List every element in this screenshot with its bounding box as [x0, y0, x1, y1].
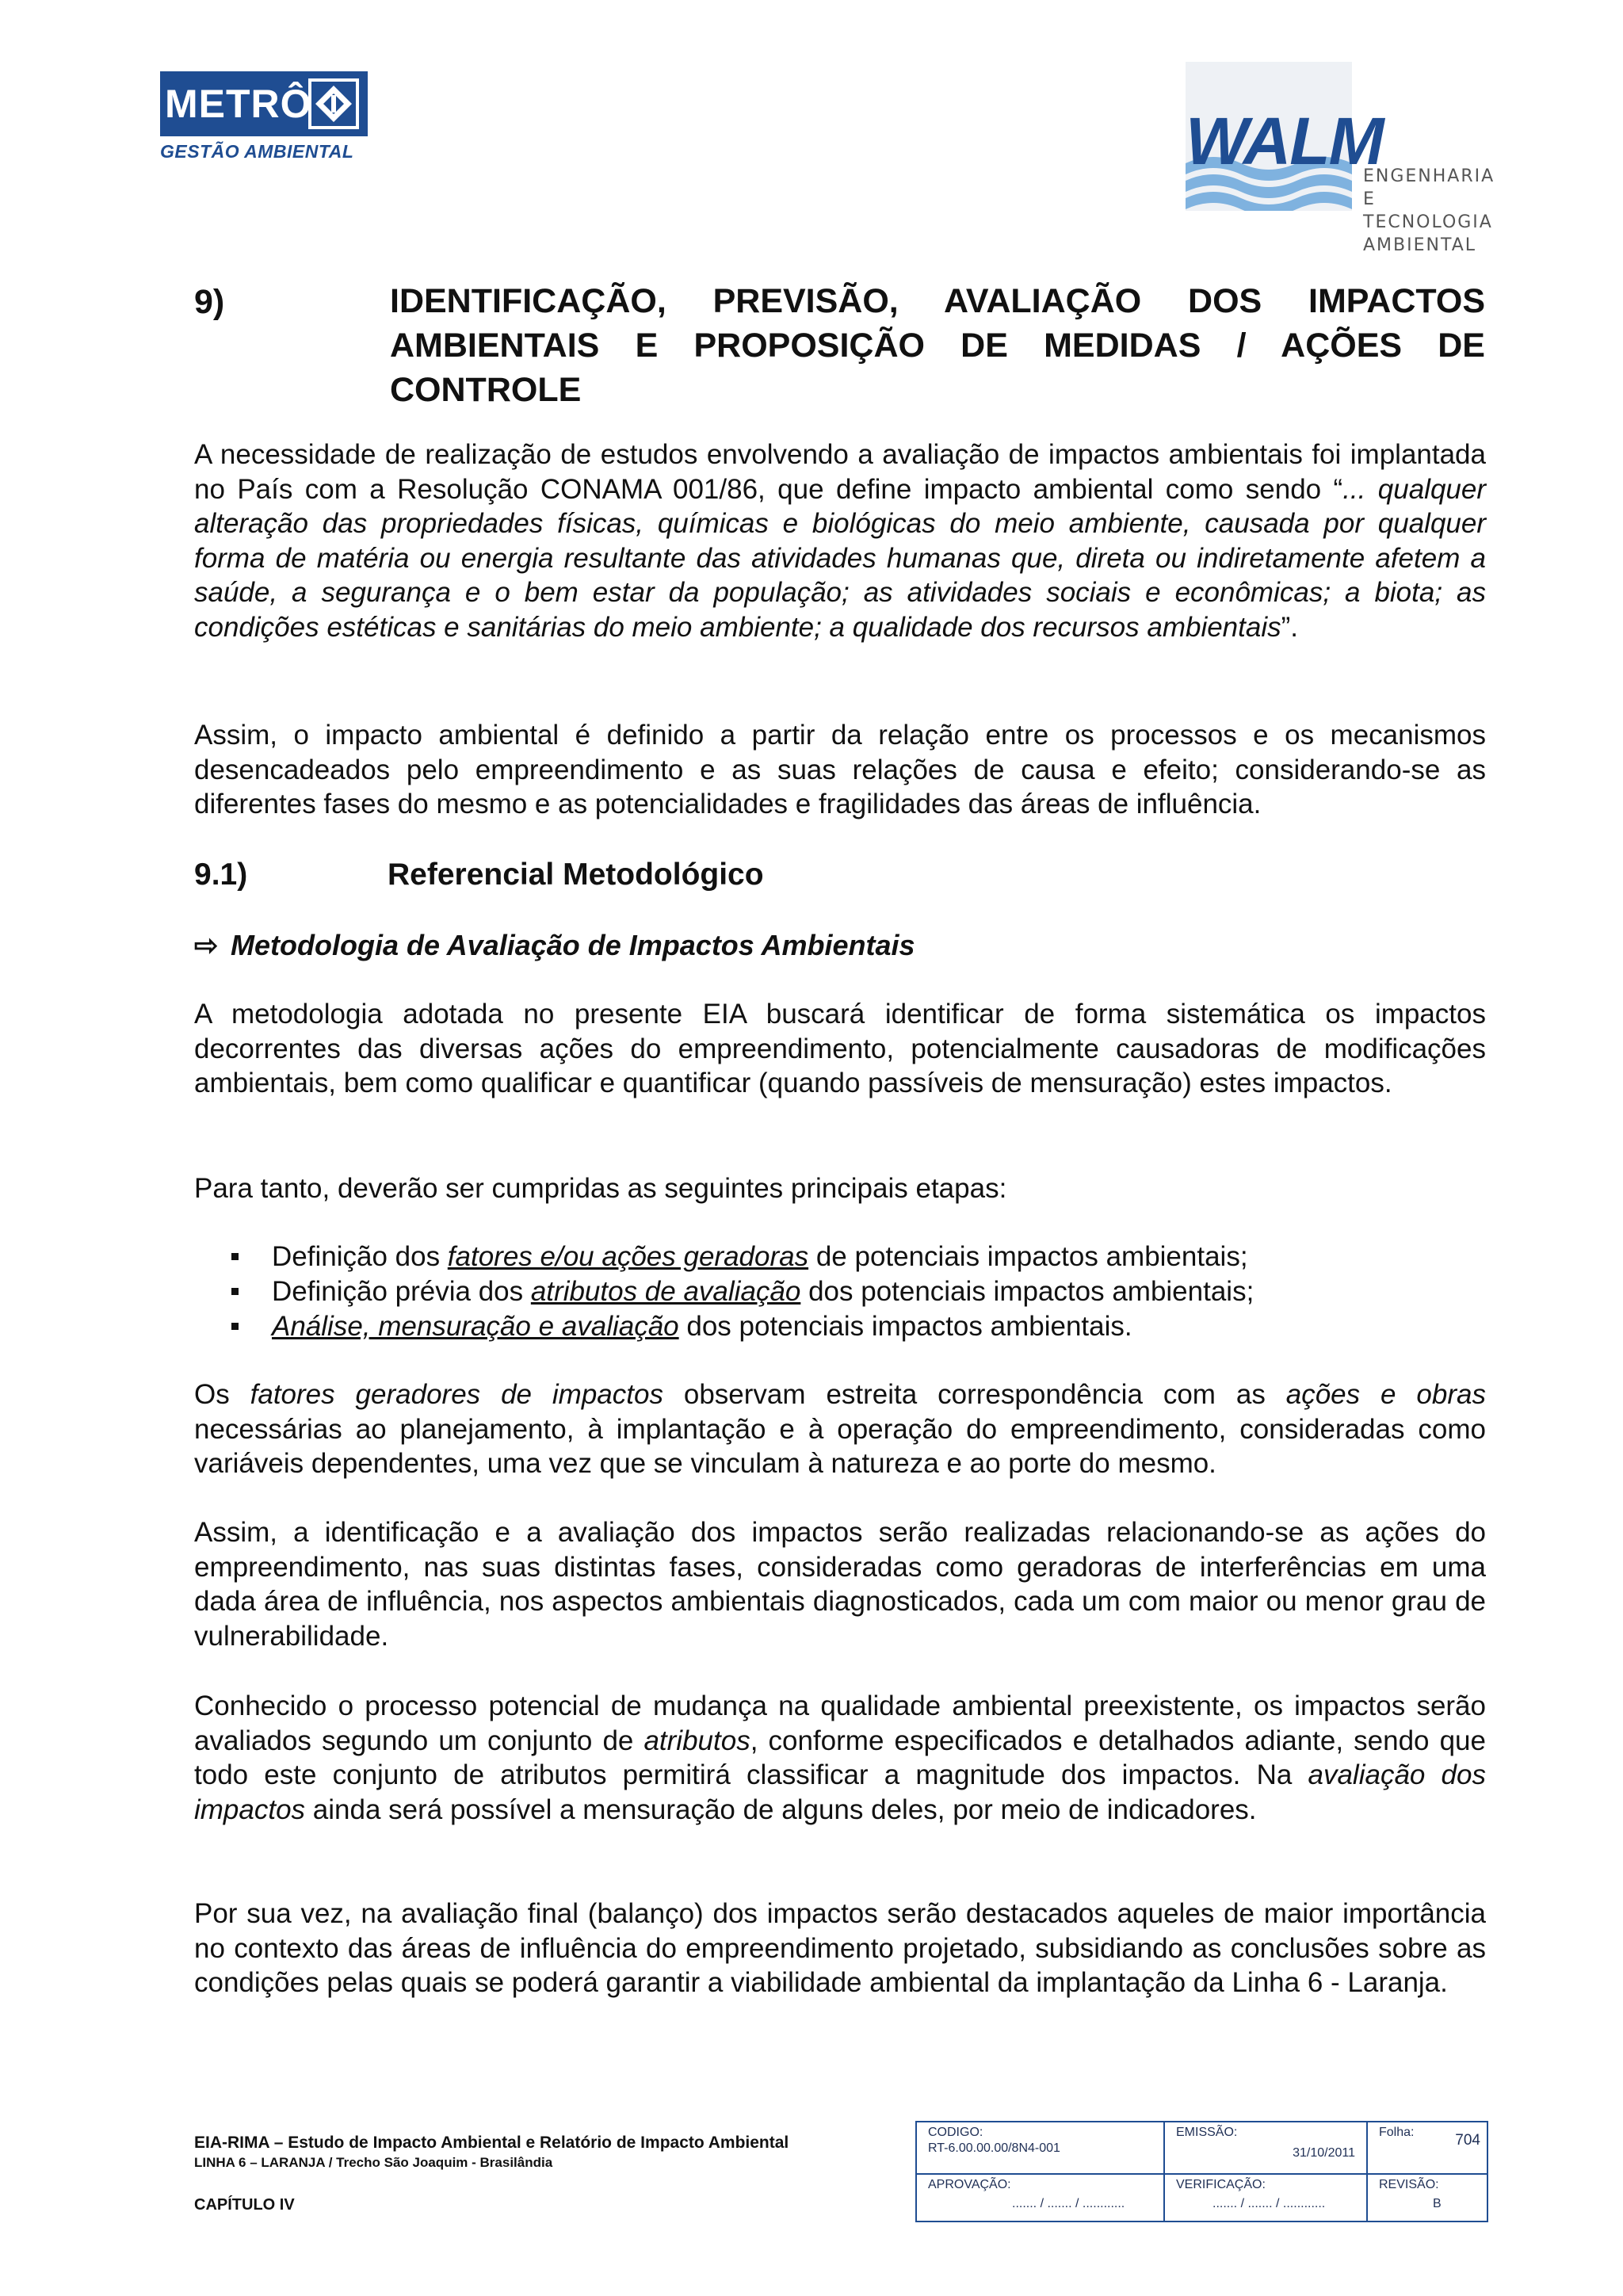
codigo-label: CODIGO: [928, 2126, 983, 2139]
walm-logo [1186, 62, 1495, 255]
aprovacao-cell [917, 2175, 1163, 2222]
footer-document-title: EIA-RIMA – Estudo de Impacto Ambiental e Relatório de Impacto Ambiental [194, 2134, 789, 2152]
paragraph-text: ”. [1281, 611, 1299, 643]
list-item [194, 1240, 1486, 1274]
paragraph-text: necessárias ao planejamento, à implantação e à operação do empreendimento, consideradas como variáveis dependentes, uma vez que se vinculam à natureza e ao porte do mesmo. [194, 1413, 1486, 1479]
revisao-cell [1368, 2175, 1487, 2222]
paragraph-methodology: A metodologia adotada no presente EIA buscará identificar de forma sistemática os impactos decorrentes das diversas ações do empreendimento, potencialmente causadoras de modificações ambientais, bem como qualificar e quantificar (quando passíveis de mensuração) estes impactos. [194, 999, 1486, 1098]
paragraph-attributes [194, 1689, 1486, 1827]
paragraph-emphasis: avaliação dos impactos [194, 1759, 1486, 1825]
walm-logo-text: WALM [1186, 104, 1383, 178]
footer-info-table [915, 2121, 1488, 2222]
folha-label: Folha: [1379, 2126, 1415, 2139]
paragraph-text: ainda será possível a mensuração de alguns deles, por meio de indicadores. [305, 1794, 1257, 1825]
aprovacao-label: APROVAÇÃO: [928, 2178, 1011, 2191]
paragraph-steps-intro: Para tanto, deverão ser cumpridas as seguintes principais etapas: [194, 1173, 1007, 1204]
paragraph-emphasis: fatores geradores de impactos [250, 1379, 663, 1410]
arrow-right-icon: ⇨ [194, 929, 219, 961]
emissao-value: 31/10/2011 [1293, 2146, 1355, 2160]
walm-tagline [1363, 165, 1498, 257]
subsection-number: 9.1) [194, 858, 248, 892]
metro-diamond-icon [307, 78, 360, 130]
codigo-cell [917, 2122, 1163, 2173]
paragraph-text: A necessidade de realização de estudos envolvendo a avaliação de impactos ambientais foi implantada no País com a Resolução CONAMA 001/86, que define impacto ambiental como sendo “ [194, 439, 1486, 505]
footer-line-subtitle: LINHA 6 – LARANJA / Trecho São Joaquim - Brasilândia [194, 2155, 553, 2170]
list-item-emphasis: Análise, mensuração e avaliação [272, 1311, 679, 1342]
paragraph-definition: Assim, o impacto ambiental é definido a partir da relação entre os processos e os mecanismos desencadeados pelo empreendimento e as suas relações de causa e efeito; considerando-se as diferentes fases do mesmo e as potencialidades e fragilidades das áreas de influência. [194, 720, 1486, 819]
list-item-text: de potenciais impactos ambientais; [808, 1241, 1248, 1272]
paragraph-quote: ... qualquer alteração das propriedades físicas, químicas e biológicas do meio ambiente, causada por qualquer forma de matéria ou energia resultante das atividades humanas que, direta ou indiretamente afetem a saúde, a segurança e o bem estar da população; as atividades sociais e econômicas; a biota; as condições estéticas e sanitárias do meio ambiente; a qualidade dos recursos ambientais [194, 473, 1486, 643]
metro-logo-text: METRÔ [165, 82, 312, 126]
section-title: IDENTIFICAÇÃO, PREVISÃO, AVALIAÇÃO DOS IMPACTOS AMBIENTAIS E PROPOSIÇÃO DE MEDIDAS / AÇÕES DE CONTROLE [390, 282, 1485, 409]
list-item-emphasis: fatores e/ou ações geradoras [447, 1241, 809, 1272]
list-item-text: dos potenciais impactos ambientais; [800, 1276, 1254, 1307]
walm-tagline-line: E TECNOLOGIA [1363, 189, 1493, 232]
paragraph-text: observam estreita correspondência com as [663, 1379, 1286, 1410]
verificacao-label: VERIFICAÇÃO: [1176, 2178, 1266, 2191]
section-number: 9) [194, 283, 225, 321]
list-item [194, 1309, 1486, 1344]
revisao-value: B [1433, 2197, 1442, 2210]
emissao-label: EMISSÃO: [1176, 2126, 1238, 2139]
paragraph-text: , conforme especificados e detalhados adiante, sendo que todo este conjunto de atributos permitirá classificar a magnitude dos impactos. Na [194, 1725, 1486, 1790]
emissao-cell [1165, 2122, 1366, 2173]
folha-value: 704 [1455, 2132, 1480, 2149]
list-item-emphasis: atributos de avaliação [530, 1276, 801, 1307]
paragraph-factors [194, 1377, 1486, 1481]
verificacao-cell [1165, 2175, 1366, 2222]
paragraph-text: Os [194, 1379, 250, 1410]
verificacao-value: ....... / ....... / ............ [1212, 2197, 1326, 2210]
paragraph-emphasis: atributos [643, 1725, 750, 1756]
metro-logo-subtitle: GESTÃO AMBIENTAL [160, 141, 354, 162]
codigo-value: RT-6.00.00.00/8N4-001 [928, 2141, 1060, 2155]
list-item-text: dos potenciais impactos ambientais. [678, 1311, 1132, 1342]
metro-logo [160, 71, 368, 166]
walm-tagline-line: ENGENHARIA [1363, 166, 1495, 186]
paragraph-emphasis: ações e obras [1285, 1379, 1486, 1410]
subsection-title: Referencial Metodológico [388, 858, 764, 892]
walm-tagline-line: AMBIENTAL [1363, 235, 1477, 255]
paragraph-identification: Assim, a identificação e a avaliação dos impactos serão realizadas relacionando-se as ações do empreendimento, nas suas distintas fases, consideradas como geradoras de interferências em uma dada área de influência, nos aspectos ambientais diagnosticados, cada um com maior ou menor grau de vulnerabilidade. [194, 1517, 1486, 1652]
steps-list [194, 1240, 1486, 1344]
footer-chapter: CAPÍTULO IV [194, 2196, 295, 2214]
list-item-text: Definição dos [272, 1241, 448, 1272]
list-item-text: Definição prévia dos [272, 1276, 531, 1307]
paragraph-text: Conhecido o processo potencial de mudança na qualidade ambiental preexistente, os impactos serão avaliados segundo um conjunto de [194, 1690, 1486, 1756]
subsubsection-title: Metodologia de Avaliação de Impactos Ambientais [231, 929, 915, 961]
paragraph-conama [194, 437, 1486, 644]
aprovacao-value: ....... / ....... / ............ [1012, 2197, 1125, 2210]
list-item [194, 1274, 1486, 1309]
metro-logo-box [160, 71, 368, 136]
folha-cell [1368, 2122, 1487, 2173]
paragraph-final-balance: Por sua vez, na avaliação final (balanço) dos impactos serão destacados aqueles de maior importância no contexto das áreas de influência do empreendimento projetado, subsidiando as conclusões sobre as condições pelas quais se poderá garantir a viabilidade ambiental da implantação da Linha 6 - Laranja. [194, 1898, 1486, 1998]
revisao-label: REVISÃO: [1379, 2178, 1439, 2191]
subsubsection-heading [194, 929, 915, 962]
